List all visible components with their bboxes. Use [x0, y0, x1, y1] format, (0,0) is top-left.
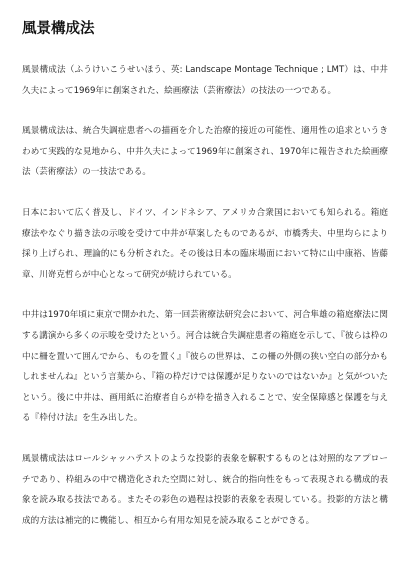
- paragraph-origin: 風景構成法は、統合失調症患者への描画を介した治療的接近の可能性、適用性の追求というきわめて実践的な見地から、中井久夫によって1969年に創案され、1970年に報告された絵画療法（芸術療法）の一技法である。: [22, 126, 388, 178]
- paragraph-history: 中井は1970年頃に東京で開かれた、第一回芸術療法研究会において、河合隼雄の箱庭療法に関する講演から多くの示唆を受けたという。河合は統合失調症患者の箱庭を示して、『彼らは枠の中に柵を置いて囲んでから、ものを置く』『彼らの世界は、この柵の外側の狭い空白の部分かもしれませんね』という言葉から、『箱の枠だけでは保護が足りないのではないか』と気がついたという。後に中井は、画用紙に治療者自らが枠を描き入れることで、安全保障感と保護を与える『枠付け法』を生み出した。: [22, 310, 388, 424]
- paragraph-intro: 風景構成法（ふうけいこうせいほう、英: Landscape Montage Technique ; LMT）は、中井久夫によって1969年に創案された、絵画療法（芸術療法）の技法の一つである。: [22, 65, 388, 96]
- paragraph-spread: 日本において広く普及し、ドイツ、インドネシア、アメリカ合衆国においても知られる。箱庭療法やなぐり描き法の示唆を受けて中井が草案したものであるが、市橋秀夫、中里均らにより採り上げられ、理論的にも分析された。その後は日本の臨床場面において特に山中康裕、皆藤章、川嵜克哲らが中心となって研究が続けられている。: [22, 207, 388, 280]
- page-title: 風景構成法: [22, 21, 95, 37]
- paragraph-approach: 風景構成法はロールシャッハテストのような投影的表象を解釈するものとは対照的なアプローチであり、枠組みの中で構造化された空間に対し、統合的指向性をもって表現される構成的表象を読み取る技法である。またその彩色の過程は投影的表象を表現している。投影的方法と構成的方法は補完的に機能し、相互から有用な知見を読み取ることができる。: [22, 453, 388, 526]
